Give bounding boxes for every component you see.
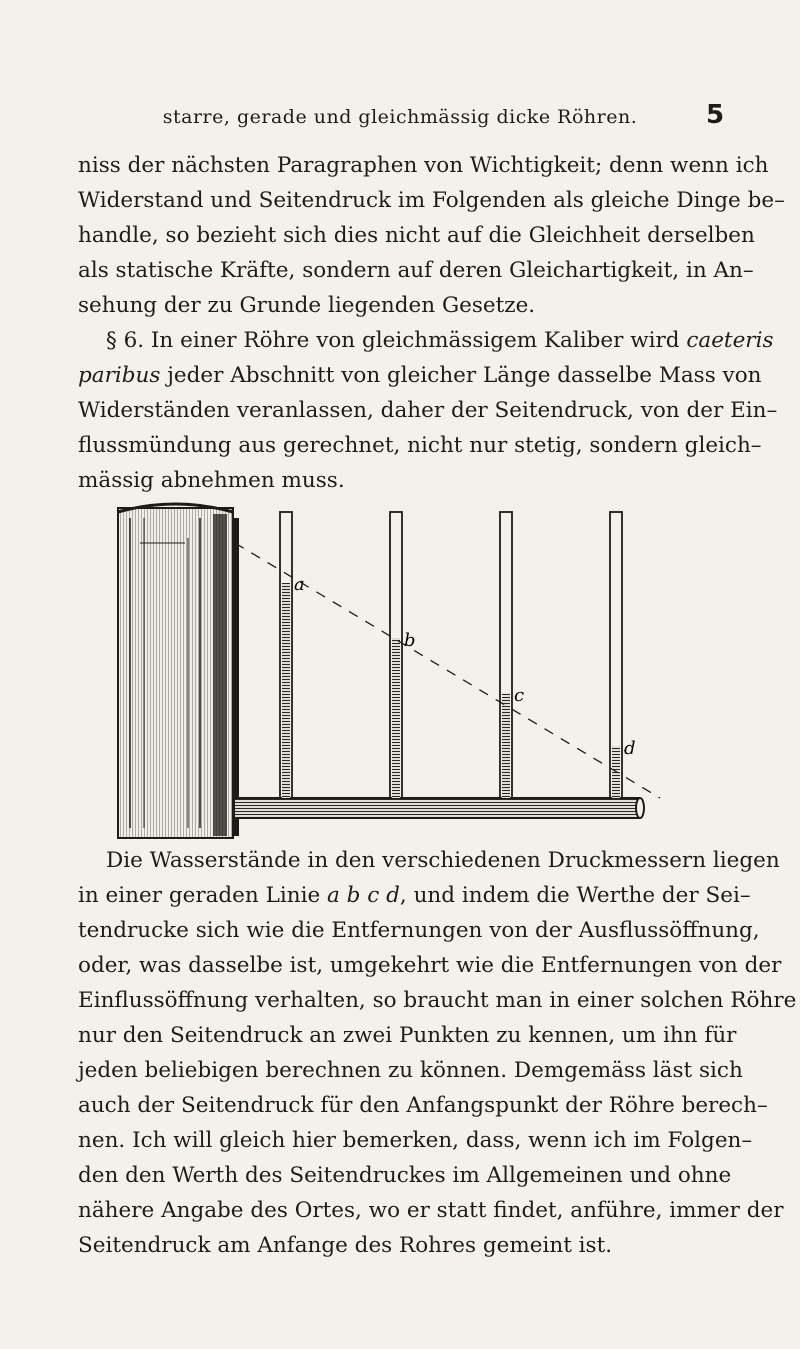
text-line: Seitendruck am Anfange des Rohres gemeint ist. xyxy=(78,1233,613,1258)
page-number: 5 xyxy=(706,100,725,130)
text-segment: § 6. In einer Röhre von gleichmässigem Kaliber wird xyxy=(106,328,687,353)
text-segment: , und indem die Werthe der Sei– xyxy=(399,883,751,908)
text-line: niss der nächsten Paragraphen von Wichtigkeit; denn wenn ich xyxy=(78,153,769,178)
text-line: oder, was dasselbe ist, umgekehrt wie die Entfernungen von der xyxy=(78,953,782,978)
text-line: tendrucke sich wie die Entfernungen von der Ausflussöffnung, xyxy=(78,918,760,943)
figure-drawing xyxy=(110,498,670,858)
text-line: sehung der zu Grunde liegenden Gesetze. xyxy=(78,293,536,318)
text-line: nur den Seitendruck an zwei Punkten zu kennen, um ihn für xyxy=(78,1023,737,1048)
text-line xyxy=(78,323,774,358)
text-line: Einflussöffnung verhalten, so braucht man in einer solchen Röhre xyxy=(78,988,797,1013)
text-line xyxy=(78,878,751,913)
figure-label-a: a xyxy=(294,574,305,595)
text-line: nähere Angabe des Ortes, wo er statt findet, anführe, immer der xyxy=(78,1198,784,1223)
italic-term: caeteris xyxy=(686,328,774,353)
paragraph-3 xyxy=(78,843,797,1263)
text-line: als statische Kräfte, sondern auf deren Gleichartigkeit, in An– xyxy=(78,258,754,283)
text-line: Die Wasserstände in den verschiedenen Druckmessern liegen xyxy=(106,848,780,873)
text-line: den den Werth des Seitendruckes im Allgemeinen und ohne xyxy=(78,1163,732,1188)
italic-term: a b c d xyxy=(327,883,400,908)
gauge-tube-c xyxy=(500,512,512,798)
gauge-tube-a xyxy=(280,512,292,798)
text-line: nen. Ich will gleich hier bemerken, dass, wenn ich im Folgen– xyxy=(78,1128,753,1153)
text-line xyxy=(78,358,762,393)
paragraph-2 xyxy=(78,323,778,498)
running-head: starre, gerade und gleichmässig dicke Röhren. xyxy=(162,106,638,128)
italic-term: paribus xyxy=(78,363,161,388)
text-line: Widerständen veranlassen, daher der Seitendruck, von der Ein– xyxy=(78,398,778,423)
text-line: Widerstand und Seitendruck im Folgenden als gleiche Dinge be– xyxy=(78,188,785,213)
text-line: jeden beliebigen berechnen zu können. Demgemäss läst sich xyxy=(78,1058,743,1083)
gauge-tube-d xyxy=(610,512,622,798)
reservoir-cylinder xyxy=(118,504,239,838)
text-segment: in einer geraden Linie xyxy=(78,883,328,908)
text-segment: jeder Abschnitt von gleicher Länge dasselbe Mass von xyxy=(160,363,762,388)
pressure-gauge-figure xyxy=(110,498,670,858)
paragraph-1 xyxy=(78,148,785,323)
gauge-tube-b xyxy=(390,512,402,798)
figure-label-b: b xyxy=(404,630,416,651)
text-line: flussmündung aus gerechnet, nicht nur stetig, sondern gleich– xyxy=(78,433,762,458)
horizontal-tube xyxy=(235,798,644,818)
text-line: auch der Seitendruck für den Anfangspunkt der Röhre berech– xyxy=(78,1093,768,1118)
text-line: handle, so bezieht sich dies nicht auf die Gleichheit derselben xyxy=(78,223,755,248)
figure-label-c: c xyxy=(514,685,525,706)
text-line: mässig abnehmen muss. xyxy=(78,468,345,493)
figure-label-d: d xyxy=(624,738,636,759)
